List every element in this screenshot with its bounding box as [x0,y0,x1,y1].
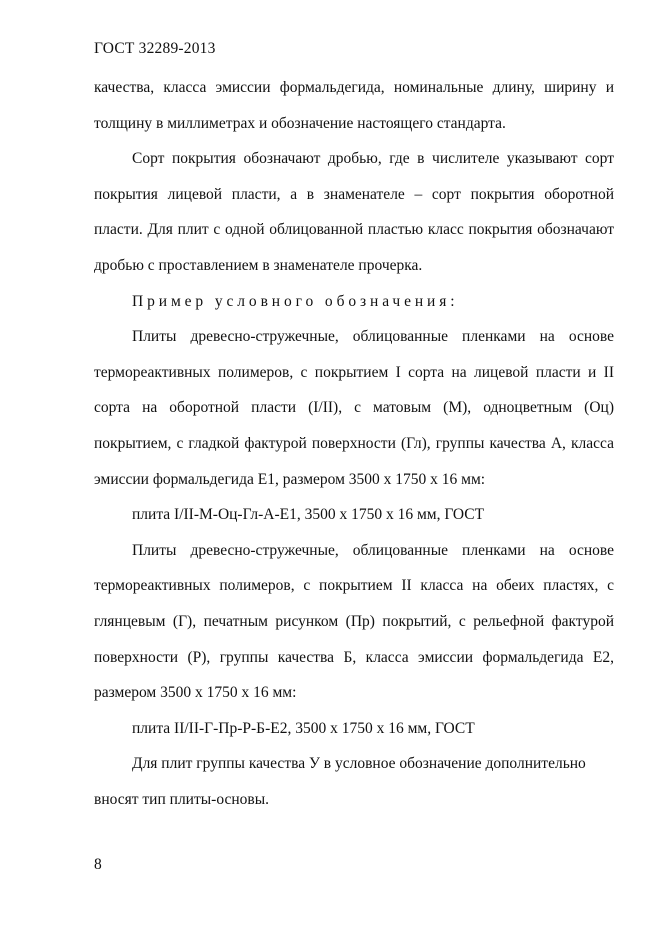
paragraph-quality-group-u: Для плит группы качества У в условное обозначение дополнительно вносят тип плиты-основы. [94,755,586,808]
paragraph-coating-grade: Сорт покрытия обозначают дробью, где в числителе указывают сорт покрытия лицевой пласти, а в знаменателе – сорт покрытия оборотной пласти. Для плит с одной облицованной пластью класс покрытия обозначают дробью с проставлением в знаменателе прочерка. [94,150,614,274]
designation-example-2: плита II/II-Г-Пр-Р-Б-Е2, 3500 х 1750 х 16 мм, ГОСТ [132,719,475,737]
paragraph-example-1: Плиты древесно-стружечные, облицованные пленками на основе термореактивных полимеров, с покрытием I сорта на лицевой пласти и II сорта на оборотной пласти (I/II), с матовым (М), одноцветным (Оц) покрытием, с гладкой фактурой поверхности (Гл), группы качества А, класса эмиссии формальдегида Е1, размером 3500 х 1750 х 16 мм: [94,328,614,488]
example-heading: Пример условного обозначения: [132,292,459,310]
paragraph-continuation: качества, класса эмиссии формальдегида, номинальные длину, ширину и толщину в миллиметрах и обозначение настоящего стандарта. [94,79,614,132]
page-header-standard: ГОСТ 32289-2013 [94,40,216,57]
page-number: 8 [94,856,102,873]
designation-example-1: плита I/II-М-Оц-Гл-А-Е1, 3500 х 1750 х 16 мм, ГОСТ [132,506,485,524]
document-body [94,70,614,817]
paragraph-example-2: Плиты древесно-стружечные, облицованные пленками на основе термореактивных полимеров, с покрытием II класса на обеих пластях, с глянцевым (Г), печатным рисунком (Пр) покрытий, с рельефной фактурой поверхности (Р), группы качества Б, класса эмиссии формальдегида Е2, размером 3500 х 1750 х 16 мм: [94,541,614,702]
